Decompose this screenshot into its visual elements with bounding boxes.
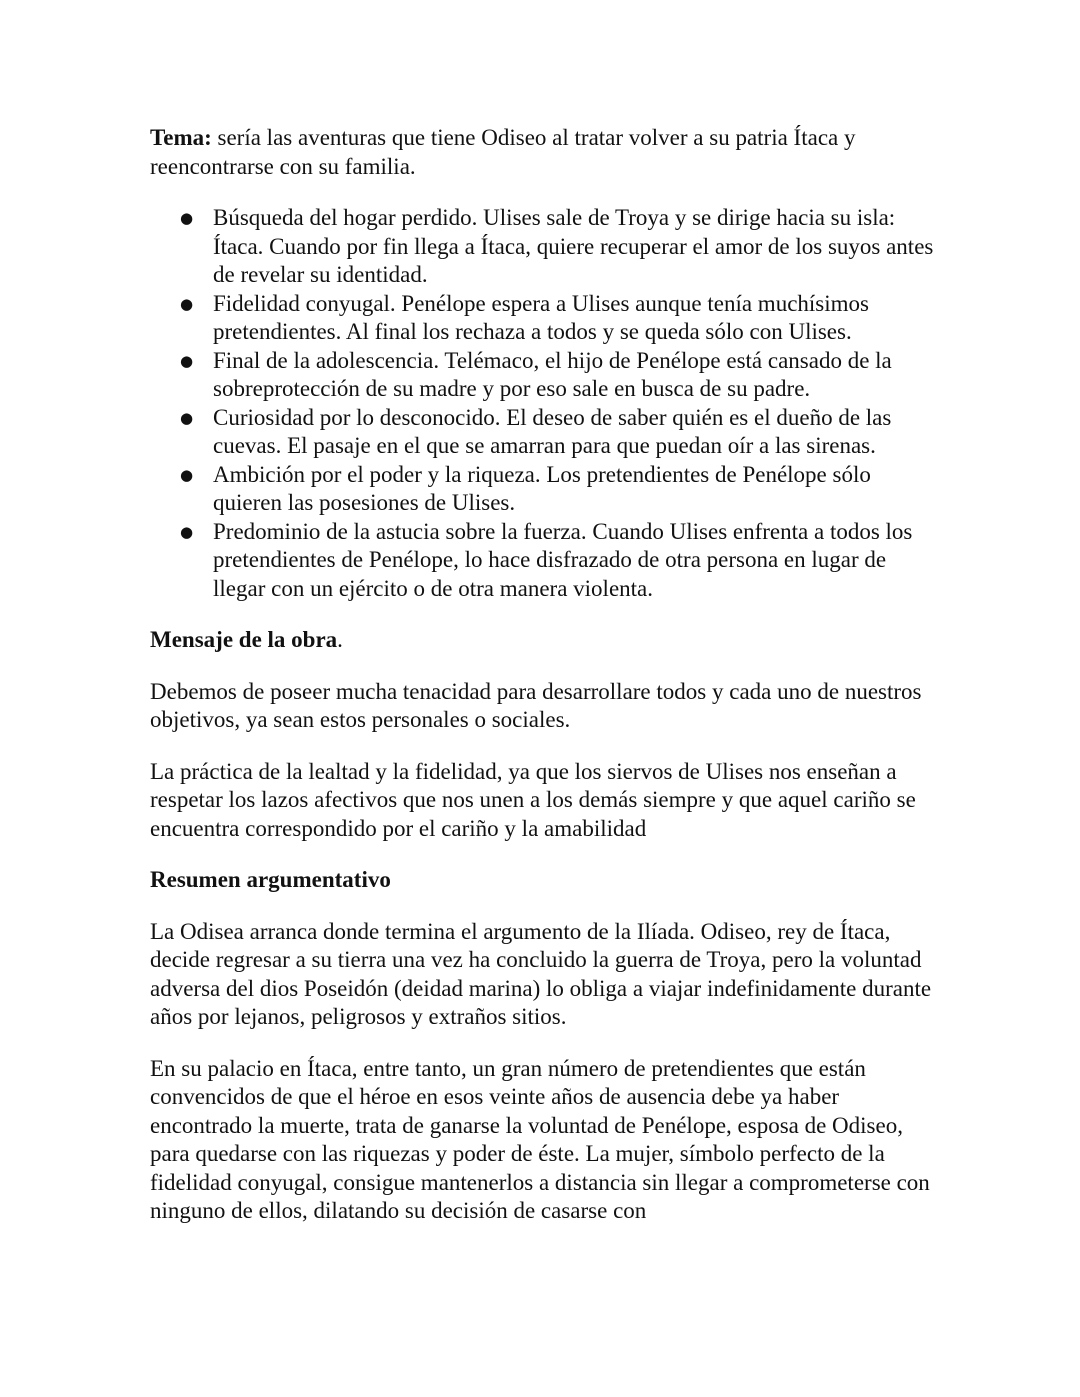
bullet-icon: ● xyxy=(180,408,194,427)
list-item-text: Ambición por el poder y la riqueza. Los pretendientes de Penélope sólo quieren las posesiones de Ulises. xyxy=(213,461,871,515)
bullet-icon: ● xyxy=(180,351,194,370)
bullet-icon: ● xyxy=(180,294,194,313)
mensaje-heading xyxy=(150,626,940,655)
list-item xyxy=(150,518,940,604)
list-item xyxy=(150,204,940,290)
resumen-paragraph-1: La Odisea arranca donde termina el argumento de la Ilíada. Odiseo, rey de Ítaca, decide regresar a su tierra una vez ha concluido la guerra de Troya, pero la voluntad adversa del dios Poseidón (deidad marina) lo obliga a viajar indefinidamente durante años por lejanos, peligrosos y extraños sitios. xyxy=(150,918,932,1029)
mensaje-heading-text: Mensaje de la obra xyxy=(150,627,338,652)
list-item-text: Fidelidad conyugal. Penélope espera a Ulises aunque tenía muchísimos pretendientes. Al final los rechaza a todos y se queda sólo con Ulises. xyxy=(213,290,869,344)
list-item-text: Curiosidad por lo desconocido. El deseo de saber quién es el dueño de las cuevas. El pasaje en el que se amarran para que puedan oír a las sirenas. xyxy=(213,404,892,458)
list-item-text: Final de la adolescencia. Telémaco, el hijo de Penélope está cansado de la sobreprotección de su madre y por eso sale en busca de su padre. xyxy=(213,347,892,401)
list-item xyxy=(150,404,940,461)
resumen-paragraph-2: En su palacio en Ítaca, entre tanto, un gran número de pretendientes que están convencidos de que el héroe en esos veinte años de ausencia debe ya haber encontrado la muerte, trata de ganarse la voluntad de Penélope, esposa de Odiseo, para quedarse con las riquezas y poder de éste. La mujer, símbolo perfecto de la fidelidad conyugal, consigue mantenerlos a distancia sin llegar a comprometerse con ninguno de ellos, dilatando su decisión de casarse con xyxy=(150,1055,930,1223)
bullet-icon: ● xyxy=(180,465,194,484)
document-page xyxy=(150,124,940,1249)
resumen-heading: Resumen argumentativo xyxy=(150,867,391,892)
tema-paragraph xyxy=(150,124,940,181)
themes-list xyxy=(150,204,940,603)
list-item xyxy=(150,461,940,518)
tema-label: Tema: xyxy=(150,125,212,150)
bullet-icon: ● xyxy=(180,522,194,541)
mensaje-paragraph-2: La práctica de la lealtad y la fidelidad, ya que los siervos de Ulises nos enseñan a respetar los lazos afectivos que nos unen a los demás siempre y que aquel cariño se encuentra correspondido por el cariño y la amabilidad xyxy=(150,758,916,841)
list-item xyxy=(150,347,940,404)
list-item-text: Búsqueda del hogar perdido. Ulises sale de Troya y se dirige hacia su isla: Ítaca. Cuando por fin llega a Ítaca, quiere recuperar el amor de los suyos antes de revelar su identidad. xyxy=(213,205,934,287)
mensaje-paragraph-1: Debemos de poseer mucha tenacidad para desarrollare todos y cada uno de nuestros objetivos, ya sean estos personales o sociales. xyxy=(150,678,922,732)
mensaje-heading-suffix: . xyxy=(337,627,343,652)
bullet-icon: ● xyxy=(180,209,194,227)
tema-text: sería las aventuras que tiene Odiseo al tratar volver a su patria Ítaca y reencontrarse con su familia. xyxy=(150,125,856,179)
list-item xyxy=(150,290,940,347)
list-item-text: Predominio de la astucia sobre la fuerza. Cuando Ulises enfrenta a todos los pretendientes de Penélope, lo hace disfrazado de otra persona en lugar de llegar con un ejército o de otra manera violenta. xyxy=(213,518,913,601)
